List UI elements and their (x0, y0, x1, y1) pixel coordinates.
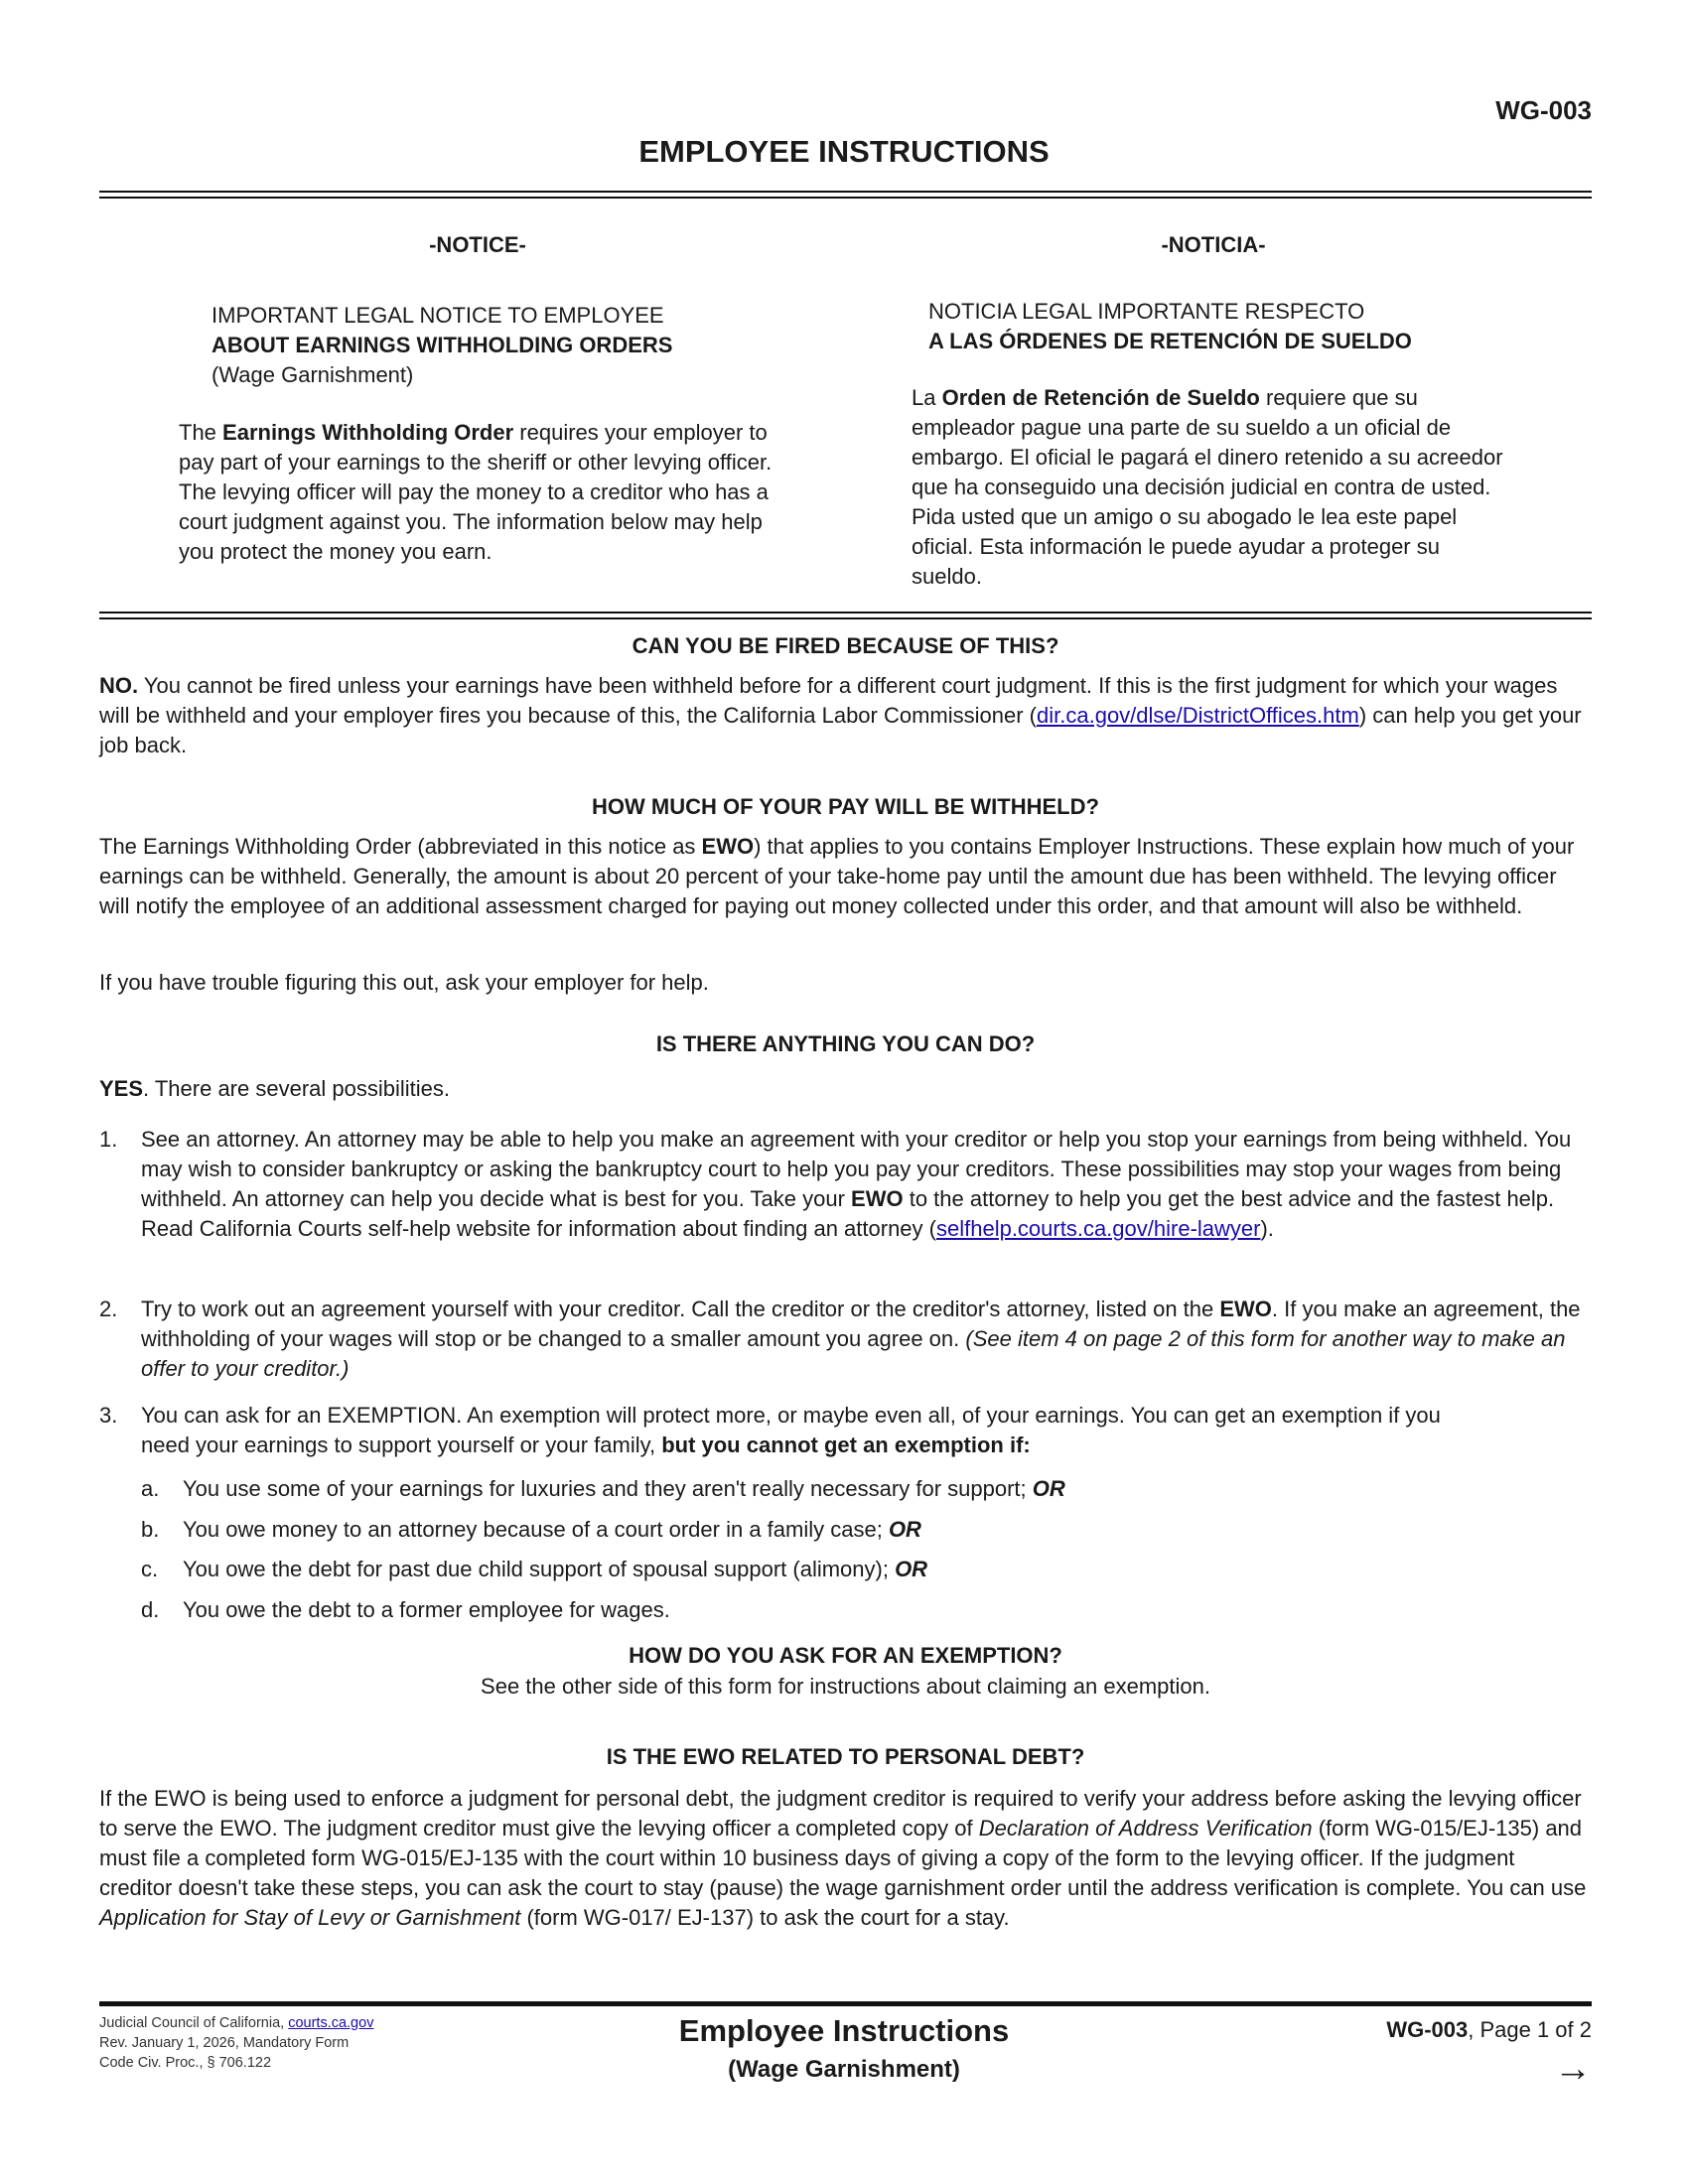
emphasis-text: OR (1032, 1476, 1065, 1501)
text-segment: ) that applies to you contains Employer Instructions. These explain how much of your earnings can be withheld. Generally, the amount is about 20 percent of your take-home pay until the amount due has been withheld. The levying officer will notify the employee of an additional assessment charged for paying out money collected under this order, and that amount will also be withheld. (99, 834, 1575, 918)
text-segment: La (912, 385, 942, 410)
divider (99, 617, 1592, 619)
footer-rev: Rev. January 1, 2026, Mandatory Form (99, 2035, 350, 2051)
exemption-heading: HOW DO YOU ASK FOR AN EXEMPTION? (629, 1643, 1062, 1668)
text-segment: You cannot be fired unless your earnings have been withheld before for a different court judgment. If this is the first judgment for which your wages will be withheld and your employer fires you because of this, the California Labor Commissioner ( (99, 673, 1558, 728)
footer-title: Employee Instructions (678, 2013, 1010, 2048)
subitem-letter: d. (141, 1597, 160, 1622)
emphasis-text: but you cannot get an exemption if: (661, 1433, 1031, 1457)
text-segment: You can ask for an EXEMPTION. An exemption will protect more, or maybe even all, of your earnings. You can get an exemption if you need your earnings to support yourself or your family, (141, 1403, 1441, 1457)
notice-heading-line2: ABOUT EARNINGS WITHHOLDING ORDERS (211, 333, 673, 357)
text-segment: (form WG-015/EJ-135) and must file a completed form WG-015/EJ-135 with the court within 10 business days of giving a copy of the form to the levying officer. If the judgment creditor doesn't take these steps, you can ask the court to stay (pause) the wage garnishment order until the address verification is complete. You can use (99, 1816, 1587, 1900)
web-link[interactable]: dir.ca.gov/dlse/DistrictOffices.htm (1037, 703, 1359, 728)
emphasis-text: EWO (701, 834, 755, 859)
divider (99, 197, 1592, 199)
footer-code: Code Civ. Proc., § 706.122 (99, 2055, 272, 2071)
page-title: EMPLOYEE INSTRUCTIONS (638, 134, 1050, 169)
item-number: 3. (99, 1403, 118, 1428)
personal-debt-body (99, 1784, 1592, 1933)
text-segment: You owe the debt for past due child support of spousal support (alimony); (183, 1557, 896, 1581)
item-text (141, 1295, 1592, 1384)
text-segment: Declaration of Address Verification (978, 1816, 1313, 1841)
fired-body (99, 671, 1592, 760)
text-segment: The (179, 420, 223, 445)
emphasis-text: Earnings Withholding Order (222, 420, 514, 445)
notice-label: -NOTICE- (429, 232, 526, 257)
subitem-text (183, 1515, 1592, 1545)
noticia-body (912, 383, 1507, 592)
subitem-letter: c. (141, 1557, 159, 1581)
emphasis-text: OR (895, 1557, 928, 1581)
emphasis-text: YES (99, 1076, 144, 1101)
noticia-heading-line2: A LAS ÓRDENES DE RETENCIÓN DE SUELDO (928, 329, 1412, 353)
subitem-letter: a. (141, 1476, 160, 1501)
text-segment: The Earnings Withholding Order (abbreviated in this notice as (99, 834, 702, 859)
footer-subtitle: (Wage Garnishment) (728, 2056, 960, 2083)
noticia-label: -NOTICIA- (1161, 232, 1266, 257)
divider (99, 612, 1592, 614)
exemption-body: See the other side of this form for instructions about claiming an exemption. (481, 1674, 1210, 1699)
text-segment: to the attorney to help you get the best advice and the fastest help. Read California Courts self-help website for information about finding an attorney ( (141, 1186, 1555, 1241)
text-segment: Try to work out an agreement yourself with your creditor. Call the creditor or the creditor's attorney, listed on the (141, 1297, 1220, 1321)
footer-form-id: WG-003 (1386, 2017, 1469, 2042)
withheld-heading: HOW MUCH OF YOUR PAY WILL BE WITHHELD? (592, 794, 1099, 819)
emphasis-text: Orden de Retención de Sueldo (941, 385, 1260, 410)
text-segment: . If you make an agreement, the withholding of your wages will stop or be changed to a smaller amount you agree on. (141, 1297, 1581, 1351)
emphasis-text: EWO (1219, 1297, 1272, 1321)
yes-text (99, 1074, 1592, 1104)
text-segment: You use some of your earnings for luxuries and they aren't really necessary for support; (183, 1476, 1033, 1501)
item-number: 2. (99, 1297, 118, 1321)
anything-heading: IS THERE ANYTHING YOU CAN DO? (655, 1031, 1036, 1056)
text-segment: (form WG-017/ EJ-137) to ask the court for a stay. (520, 1905, 1010, 1930)
notice-heading-line3: (Wage Garnishment) (211, 362, 414, 387)
subitem-letter: b. (141, 1517, 160, 1542)
trouble-text (99, 968, 1592, 998)
footer-page-info (1386, 2015, 1592, 2045)
form-id: WG-003 (1495, 95, 1592, 125)
divider (99, 191, 1592, 193)
text-segment: Application for Stay of Levy or Garnishment (99, 1905, 521, 1930)
emphasis-text: EWO (851, 1186, 904, 1211)
text-segment: (See item 4 on page 2 of this form for another way to make an offer to your creditor.) (141, 1326, 1566, 1381)
item-number: 1. (99, 1127, 118, 1152)
text-segment: See an attorney. An attorney may be able to help you make an agreement with your creditor or help you stop your earnings from being withheld. You may wish to consider bankruptcy or asking the bankruptcy court to help you pay your creditors. These possibilities may stop your wages from being withheld. An attorney can help you decide what is best for you. Take your (141, 1127, 1572, 1211)
text-segment: requiere que su empleador pague una parte de su sueldo a un oficial de embargo. El oficial le pagará el dinero retenido a su acreedor que ha conseguido una decisión judicial en contra de usted. Pida usted que un amigo o su abogado le lea este papel oficial. Esta información le puede ayudar a proteger su sueldo. (912, 385, 1503, 589)
footer-council: Judicial Council of California, (99, 2015, 289, 2031)
subitem-text (183, 1555, 1592, 1584)
text-segment: You owe the debt to a former employee for wages. (183, 1597, 670, 1622)
withheld-body (99, 832, 1592, 921)
item-text (141, 1125, 1592, 1244)
noticia-heading (928, 297, 1412, 356)
item-text (141, 1401, 1462, 1460)
notice-heading-line1: IMPORTANT LEGAL NOTICE TO EMPLOYEE (211, 303, 664, 328)
courts-link[interactable]: courts.ca.gov (288, 2015, 374, 2031)
notice-body (179, 418, 784, 567)
text-segment: If the EWO is being used to enforce a judgment for personal debt, the judgment creditor is required to verify your address before asking the levying officer to serve the EWO. The judgment creditor must give the levying officer a completed copy of (99, 1786, 1582, 1841)
text-segment: ). (1260, 1216, 1274, 1241)
personal-debt-heading: IS THE EWO RELATED TO PERSONAL DEBT? (606, 1744, 1085, 1769)
text-segment: . There are several possibilities. (143, 1076, 450, 1101)
emphasis-text: OR (888, 1517, 921, 1542)
noticia-heading-line1: NOTICIA LEGAL IMPORTANTE RESPECTO (928, 299, 1365, 324)
text-segment: If you have trouble figuring this out, ask your employer for help. (99, 970, 709, 995)
subitem-text (183, 1595, 1592, 1625)
emphasis-text: NO. (99, 673, 139, 698)
web-link[interactable]: selfhelp.courts.ca.gov/hire-lawyer (935, 1216, 1261, 1241)
text-segment: ) can help you get your job back. (99, 703, 1582, 757)
fired-heading: CAN YOU BE FIRED BECAUSE OF THIS? (632, 633, 1059, 658)
footer-rule (99, 2001, 1592, 2006)
subitem-text (183, 1474, 1592, 1504)
text-segment: requires your employer to pay part of your earnings to the sheriff or other levying officer. The levying officer will pay the money to a creditor who has a court judgment against you. The information below may help you protect the money you earn. (179, 420, 773, 564)
arrow-right-icon[interactable]: → (1554, 2048, 1592, 2090)
notice-heading (211, 301, 672, 390)
footer-page: , Page 1 of 2 (1468, 2017, 1592, 2042)
text-segment: You owe money to an attorney because of a court order in a family case; (183, 1517, 889, 1542)
